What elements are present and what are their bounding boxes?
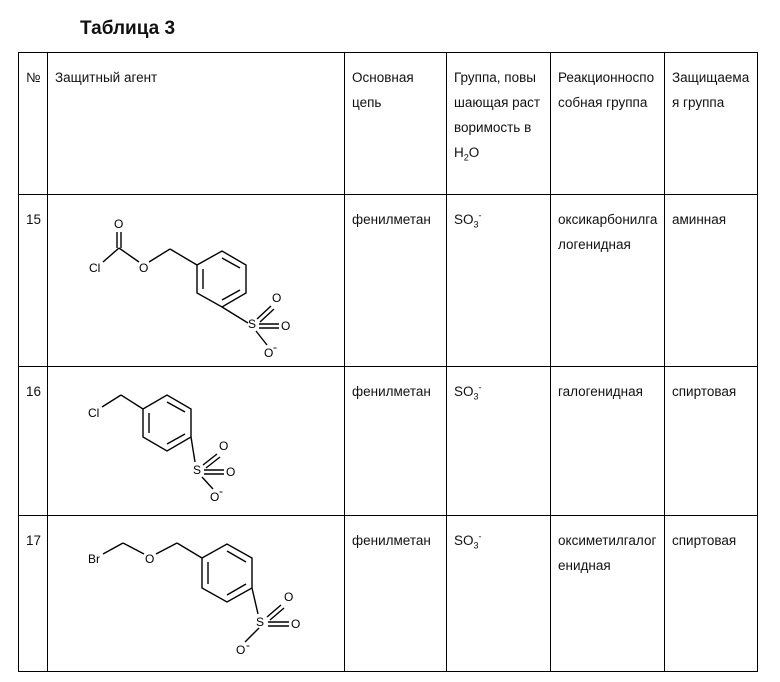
solubility-group: $SO_3^-$ [454,531,482,551]
mol16-cl: Cl [88,406,100,420]
table-row [19,195,758,367]
molecule-16-structure [48,367,345,515]
mol17-o2: O [291,617,301,631]
molecule-15-structure [48,195,345,366]
mol15-o1: O [272,291,282,305]
mol17-o3: O [236,643,246,657]
protected-group: спиртовая [672,384,737,399]
reactive-group: оксикарбонилгалогенидная [558,212,658,252]
mol17-minus: - [246,638,250,652]
header-num: № [26,70,41,85]
protected-group: аминная [672,212,727,227]
main-chain: фенилметан [352,533,431,548]
header-row [19,53,758,195]
mol17-o-link: O [145,552,155,566]
row-num: 16 [26,384,42,399]
main-chain: фенилметан [352,212,431,227]
mol17-s: S [256,615,265,629]
mol16-o1: O [219,439,229,453]
header-solubility-group: Группа, повышающая растворимость в $H_2O$ [454,70,541,163]
row-num: 15 [26,212,42,227]
mol15-o2: O [281,319,291,333]
mol15-cl: Cl [89,261,101,275]
table-row [19,516,758,672]
header-agent: Защитный агент [55,70,158,85]
mol15-o-link: O [139,261,149,275]
protected-group: спиртовая [672,533,737,548]
mol15-s: S [248,317,257,331]
mol15-minus: - [273,340,277,354]
header-reactive-group: Реакционноспособная группа [558,70,655,110]
mol16-s: S [193,463,202,477]
header-chain: Основная цепь [352,70,414,110]
reactive-group: оксиметилгалогенидная [558,533,657,573]
main-chain: фенилметан [352,384,431,399]
header-protected-group: Защищаемая группа [672,70,750,110]
mol17-o1: O [284,590,294,604]
mol16-o3: O [210,490,220,504]
molecule-17-structure [48,516,345,671]
mol15-o3: O [264,346,274,360]
table-title: Таблица 3 [80,18,176,39]
table-row [19,367,758,516]
reactive-group: галогенидная [558,384,643,399]
mol16-minus: - [219,484,223,498]
mol15-o-top: O [114,217,124,231]
data-table [18,52,758,672]
row-num: 17 [26,533,42,548]
mol16-o2: O [226,465,236,479]
mol17-br: Br [88,552,100,566]
solubility-group: $SO_3^-$ [454,382,482,402]
solubility-group: $SO_3^-$ [454,210,482,230]
